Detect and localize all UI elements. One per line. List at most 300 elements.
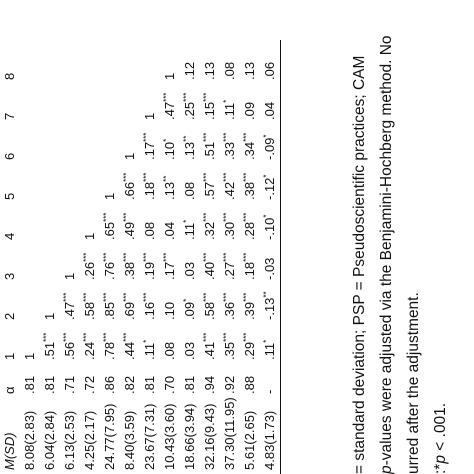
header-msd: M(SD) (2, 432, 17, 470)
correlation-value: .49 (122, 221, 137, 240)
table-row (100, 40, 120, 474)
msd-cell: 5.61(2.65) (242, 410, 257, 470)
header-label (0, 470, 20, 474)
correlation-cell (140, 320, 160, 360)
header-col-8: 8 (2, 72, 17, 80)
correlation-value: .18 (142, 181, 157, 200)
row-label-cell (80, 470, 100, 474)
table-header-row (0, 40, 20, 474)
table-row (200, 40, 220, 474)
correlation-cell (20, 80, 40, 120)
correlation-value: .04 (162, 221, 177, 240)
correlation-cell (80, 280, 100, 320)
correlation-value: .11 (262, 342, 277, 360)
correlation-value: 1 (22, 352, 37, 360)
correlation-cell (120, 40, 140, 80)
significance-marker: *** (142, 172, 151, 182)
correlation-cell (180, 40, 200, 80)
row-label-cell (140, 470, 160, 474)
table-row (20, 40, 40, 474)
row-label-cell (160, 470, 180, 474)
correlation-cell (220, 40, 240, 80)
correlation-cell (240, 40, 260, 80)
correlation-cell (100, 40, 120, 80)
correlation-cell (180, 160, 200, 200)
significance-marker: *** (122, 172, 131, 182)
alpha-cell: .71 (62, 375, 77, 394)
correlation-cell (260, 80, 281, 120)
correlation-cell (260, 240, 281, 280)
table-row (220, 40, 240, 474)
alpha-cell: .70 (162, 375, 177, 394)
correlation-cell (200, 320, 220, 360)
correlation-value: .47 (62, 301, 77, 320)
significance-marker: *** (142, 132, 151, 142)
correlation-cell (40, 280, 60, 320)
correlation-cell (20, 320, 40, 360)
significance-marker: *** (182, 92, 191, 102)
correlation-value: .03 (182, 261, 197, 280)
correlation-value: .17 (162, 261, 177, 280)
header-col-4: 4 (2, 232, 17, 240)
correlation-cell (220, 200, 240, 240)
correlation-value: .13 (182, 141, 197, 160)
correlation-value: 1 (102, 192, 117, 200)
correlation-value: .42 (222, 181, 237, 200)
alpha-cell: .72 (82, 375, 97, 394)
significance-marker: *** (222, 172, 231, 182)
alpha-cell: .92 (222, 375, 237, 394)
correlation-cell (260, 160, 281, 200)
row-label-cell (240, 470, 260, 474)
correlation-cell (100, 200, 120, 240)
correlation-value: .10 (162, 141, 177, 160)
msd-cell: 4.25(2.17) (82, 410, 97, 470)
msd-cell: 23.67(7.31) (142, 403, 157, 470)
correlation-value: .69 (122, 301, 137, 320)
significance-marker: *** (142, 292, 151, 302)
correlation-cell (240, 120, 260, 160)
correlation-cell (60, 160, 80, 200)
significance-marker: * (182, 219, 191, 223)
correlation-cell (140, 80, 160, 120)
significance-marker: *** (202, 132, 211, 142)
significance-marker: *** (202, 292, 211, 302)
correlation-cell (80, 200, 100, 240)
correlation-value: .34 (242, 141, 257, 160)
msd-cell: 6.13(2.53) (62, 410, 77, 470)
alpha-cell: .94 (202, 375, 217, 394)
correlation-cell (140, 40, 160, 80)
correlation-value: .38 (122, 261, 137, 280)
msd-cell: 18.66(3.94) (182, 403, 197, 470)
table-row (260, 40, 281, 474)
significance-marker: * (262, 339, 271, 343)
correlation-cell (40, 320, 60, 360)
significance-marker: *** (122, 252, 131, 262)
correlation-value: .65 (102, 221, 117, 240)
header-col-7: 7 (2, 112, 17, 120)
correlation-cell (80, 80, 100, 120)
correlation-cell (100, 240, 120, 280)
correlation-cell (140, 160, 160, 200)
significance-marker: ** (182, 135, 191, 142)
correlation-value: .76 (102, 261, 117, 280)
correlation-cell (80, 120, 100, 160)
correlation-value: .08 (222, 61, 237, 80)
correlation-cell (60, 40, 80, 80)
row-label-cell (120, 470, 140, 474)
significance-marker: *** (202, 332, 211, 342)
significance-marker: ** (262, 291, 271, 298)
significance-marker: *** (222, 212, 231, 222)
correlation-value: -.03 (262, 257, 277, 280)
correlation-cell (100, 320, 120, 360)
correlation-value: -.13 (262, 297, 277, 320)
correlation-cell (240, 200, 260, 240)
significance-marker: *** (242, 132, 251, 142)
correlation-cell (80, 240, 100, 280)
alpha-cell: .86 (102, 375, 117, 394)
significance-marker: *** (222, 332, 231, 342)
correlation-value: .35 (222, 341, 237, 360)
significance-marker: *** (82, 292, 91, 302)
significance-marker: *** (82, 332, 91, 342)
correlation-value: .78 (102, 341, 117, 360)
correlation-value: .13 (162, 181, 177, 200)
correlation-value: .25 (182, 101, 197, 120)
msd-cell: 24.77(7.95) (102, 403, 117, 470)
row-label-cell (40, 470, 60, 474)
msd-cell: 10.43(3.60) (162, 403, 177, 470)
row-label-cell (20, 470, 40, 474)
correlation-cell (160, 40, 180, 80)
significance-marker: *** (62, 332, 71, 342)
correlation-cell (40, 240, 60, 280)
correlation-cell (180, 280, 200, 320)
correlation-value: 1 (62, 272, 77, 280)
table-body (20, 40, 281, 474)
note-line-4: :*p < .001. (432, 402, 449, 474)
correlation-cell (200, 280, 220, 320)
correlation-cell (80, 40, 100, 80)
correlation-cell (220, 160, 240, 200)
significance-marker: * (162, 138, 171, 142)
correlation-cell (240, 240, 260, 280)
correlation-cell (160, 80, 180, 120)
significance-marker: *** (162, 92, 171, 102)
correlation-cell (80, 160, 100, 200)
significance-marker: *** (102, 332, 111, 342)
header-alpha: α (2, 386, 17, 394)
msd-cell: 8.08(2.83) (22, 410, 37, 470)
correlation-value: .04 (262, 101, 277, 120)
significance-marker: *** (102, 292, 111, 302)
correlation-cell (120, 280, 140, 320)
correlation-cell (140, 240, 160, 280)
correlation-cell (220, 120, 240, 160)
significance-marker: *** (102, 252, 111, 262)
correlation-cell (160, 240, 180, 280)
correlation-cell (160, 200, 180, 240)
significance-marker: *** (242, 252, 251, 262)
correlation-cell (180, 240, 200, 280)
significance-marker: * (142, 339, 151, 343)
correlation-value: 1 (82, 232, 97, 240)
table-row (160, 40, 180, 474)
correlation-cell (80, 320, 100, 360)
correlation-value: .08 (142, 221, 157, 240)
correlation-cell (160, 320, 180, 360)
correlation-cell (120, 80, 140, 120)
significance-marker: * (262, 214, 271, 218)
correlation-cell (180, 200, 200, 240)
correlation-cell (120, 160, 140, 200)
significance-marker: ** (162, 175, 171, 182)
significance-marker: *** (202, 252, 211, 262)
correlation-cell (60, 80, 80, 120)
correlation-cell (100, 280, 120, 320)
correlation-value: .13 (202, 61, 217, 80)
correlation-cell (60, 120, 80, 160)
correlation-cell (120, 320, 140, 360)
row-label-cell (260, 470, 281, 474)
correlation-cell (160, 280, 180, 320)
correlation-cell (100, 120, 120, 160)
header-col-6: 6 (2, 152, 17, 160)
note-line-1: = standard deviation; PSP = Pseudoscientific practices; CAM (351, 55, 368, 474)
correlation-cell (180, 80, 200, 120)
correlation-cell (260, 280, 281, 320)
correlation-cell (60, 280, 80, 320)
correlation-cell (20, 240, 40, 280)
correlation-cell (120, 200, 140, 240)
alpha-cell: .82 (122, 375, 137, 394)
correlation-value: .47 (162, 101, 177, 120)
significance-marker: *** (62, 292, 71, 302)
correlation-value: .11 (222, 102, 237, 120)
correlation-cell (20, 200, 40, 240)
correlation-cell (220, 240, 240, 280)
correlation-cell (160, 160, 180, 200)
significance-marker: *** (122, 212, 131, 222)
table-notes (346, 0, 454, 474)
header-col-5: 5 (2, 192, 17, 200)
correlation-value: .85 (102, 301, 117, 320)
correlation-cell (240, 280, 260, 320)
correlation-cell (220, 280, 240, 320)
correlation-value: .27 (222, 261, 237, 280)
header-col-3: 3 (2, 272, 17, 280)
correlation-value: .58 (82, 301, 97, 320)
significance-marker: *** (122, 292, 131, 302)
table-row (120, 40, 140, 474)
correlation-value: .58 (202, 301, 217, 320)
correlation-cell (40, 80, 60, 120)
significance-marker: *** (82, 252, 91, 262)
correlation-cell (220, 320, 240, 360)
alpha-cell: .81 (22, 375, 37, 394)
correlation-value: .11 (182, 222, 197, 240)
table-row (80, 40, 100, 474)
correlation-cell (60, 240, 80, 280)
correlation-cell (20, 160, 40, 200)
significance-marker: *** (242, 292, 251, 302)
row-label-cell (200, 470, 220, 474)
correlation-table (0, 40, 281, 474)
correlation-value: .36 (222, 301, 237, 320)
significance-marker: *** (122, 332, 131, 342)
significance-marker: *** (242, 212, 251, 222)
row-label-cell (60, 470, 80, 474)
alpha-cell: .88 (242, 375, 257, 394)
correlation-value: .03 (182, 341, 197, 360)
msd-cell: 37.30(11.95) (222, 397, 237, 470)
correlation-value: .16 (142, 301, 157, 320)
table-row (40, 40, 60, 474)
correlation-cell (140, 200, 160, 240)
correlation-value: -.12 (262, 177, 277, 200)
correlation-value: .32 (202, 221, 217, 240)
table-row (140, 40, 160, 474)
correlation-value: .11 (142, 342, 157, 360)
significance-marker: *** (242, 172, 251, 182)
correlation-value: .24 (82, 341, 97, 360)
note-line-2: p-values were adjusted via the Benjamini-Hochberg method. No (378, 35, 395, 474)
correlation-value: .10 (162, 301, 177, 320)
correlation-value: .41 (202, 341, 217, 360)
correlation-cell (240, 80, 260, 120)
correlation-value: .30 (222, 221, 237, 240)
significance-marker: * (262, 174, 271, 178)
correlation-value: .66 (122, 181, 137, 200)
significance-marker: * (182, 298, 191, 302)
correlation-value: 1 (122, 152, 137, 160)
alpha-cell: .81 (42, 375, 57, 394)
significance-marker: *** (222, 132, 231, 142)
table-row (240, 40, 260, 474)
correlation-cell (120, 120, 140, 160)
correlation-cell (200, 240, 220, 280)
significance-marker: *** (42, 332, 51, 342)
significance-marker: *** (202, 92, 211, 102)
correlation-value: .44 (122, 341, 137, 360)
correlation-value: .17 (142, 141, 157, 160)
correlation-cell (200, 120, 220, 160)
correlation-cell (100, 80, 120, 120)
correlation-value: -.09 (262, 137, 277, 160)
correlation-cell (200, 200, 220, 240)
significance-marker: *** (202, 212, 211, 222)
correlation-value: .38 (242, 181, 257, 200)
correlation-cell (260, 40, 281, 80)
correlation-value: 1 (42, 312, 57, 320)
correlation-value: -.10 (262, 217, 277, 240)
correlation-cell (240, 160, 260, 200)
correlation-value: .40 (202, 261, 217, 280)
correlation-value: .26 (82, 261, 97, 280)
correlation-value: .39 (242, 301, 257, 320)
correlation-value: .33 (222, 141, 237, 160)
correlation-cell (40, 200, 60, 240)
correlation-value: .29 (242, 341, 257, 360)
correlation-value: .51 (202, 141, 217, 160)
correlation-cell (200, 80, 220, 120)
correlation-value: .08 (182, 181, 197, 200)
row-label-cell (220, 470, 240, 474)
significance-marker: *** (242, 332, 251, 342)
header-col-2: 2 (2, 312, 17, 320)
significance-marker: *** (162, 252, 171, 262)
alpha-cell: .81 (182, 375, 197, 394)
table-row (60, 40, 80, 474)
msd-cell: 32.16(9.43) (202, 403, 217, 470)
correlation-value: .51 (42, 341, 57, 360)
msd-cell: 4.83(1.73) (260, 394, 281, 470)
correlation-cell (140, 120, 160, 160)
significance-marker: * (262, 134, 271, 138)
correlation-cell (200, 160, 220, 200)
correlation-cell (160, 120, 180, 160)
correlation-cell (260, 120, 281, 160)
correlation-cell (20, 40, 40, 80)
significance-marker: *** (142, 252, 151, 262)
correlation-value: .12 (182, 61, 197, 80)
correlation-cell (100, 160, 120, 200)
correlation-cell (220, 80, 240, 120)
significance-marker: *** (222, 292, 231, 302)
significance-marker: *** (222, 252, 231, 262)
correlation-cell (140, 280, 160, 320)
correlation-value: .09 (182, 301, 197, 320)
correlation-value: .15 (202, 101, 217, 120)
correlation-cell (40, 160, 60, 200)
correlation-value: .13 (242, 61, 257, 80)
correlation-value: .19 (142, 261, 157, 280)
row-label-cell (180, 470, 200, 474)
correlation-cell (60, 200, 80, 240)
correlation-value: .28 (242, 221, 257, 240)
msd-cell: 8.40(3.59) (122, 410, 137, 470)
correlation-cell (180, 120, 200, 160)
correlation-value: .06 (262, 61, 277, 80)
alpha-cell: - (260, 360, 281, 394)
correlation-cell (20, 120, 40, 160)
correlation-value: 1 (162, 72, 177, 80)
correlation-cell (240, 320, 260, 360)
correlation-value: .08 (162, 341, 177, 360)
correlation-value: 1 (142, 112, 157, 120)
row-label-cell (100, 470, 120, 474)
correlation-cell (260, 200, 281, 240)
significance-marker: *** (202, 172, 211, 182)
correlation-value: .56 (62, 341, 77, 360)
correlation-value: .18 (242, 261, 257, 280)
correlation-cell (120, 240, 140, 280)
correlation-cell (200, 40, 220, 80)
table-row (180, 40, 200, 474)
significance-marker: *** (102, 212, 111, 222)
correlation-cell (260, 320, 281, 360)
correlation-cell (180, 320, 200, 360)
correlation-cell (60, 320, 80, 360)
correlation-value: .09 (242, 101, 257, 120)
correlation-cell (20, 280, 40, 320)
alpha-cell: .81 (142, 375, 157, 394)
significance-marker: * (222, 99, 231, 103)
header-col-1: 1 (2, 352, 17, 360)
correlation-value: .57 (202, 181, 217, 200)
